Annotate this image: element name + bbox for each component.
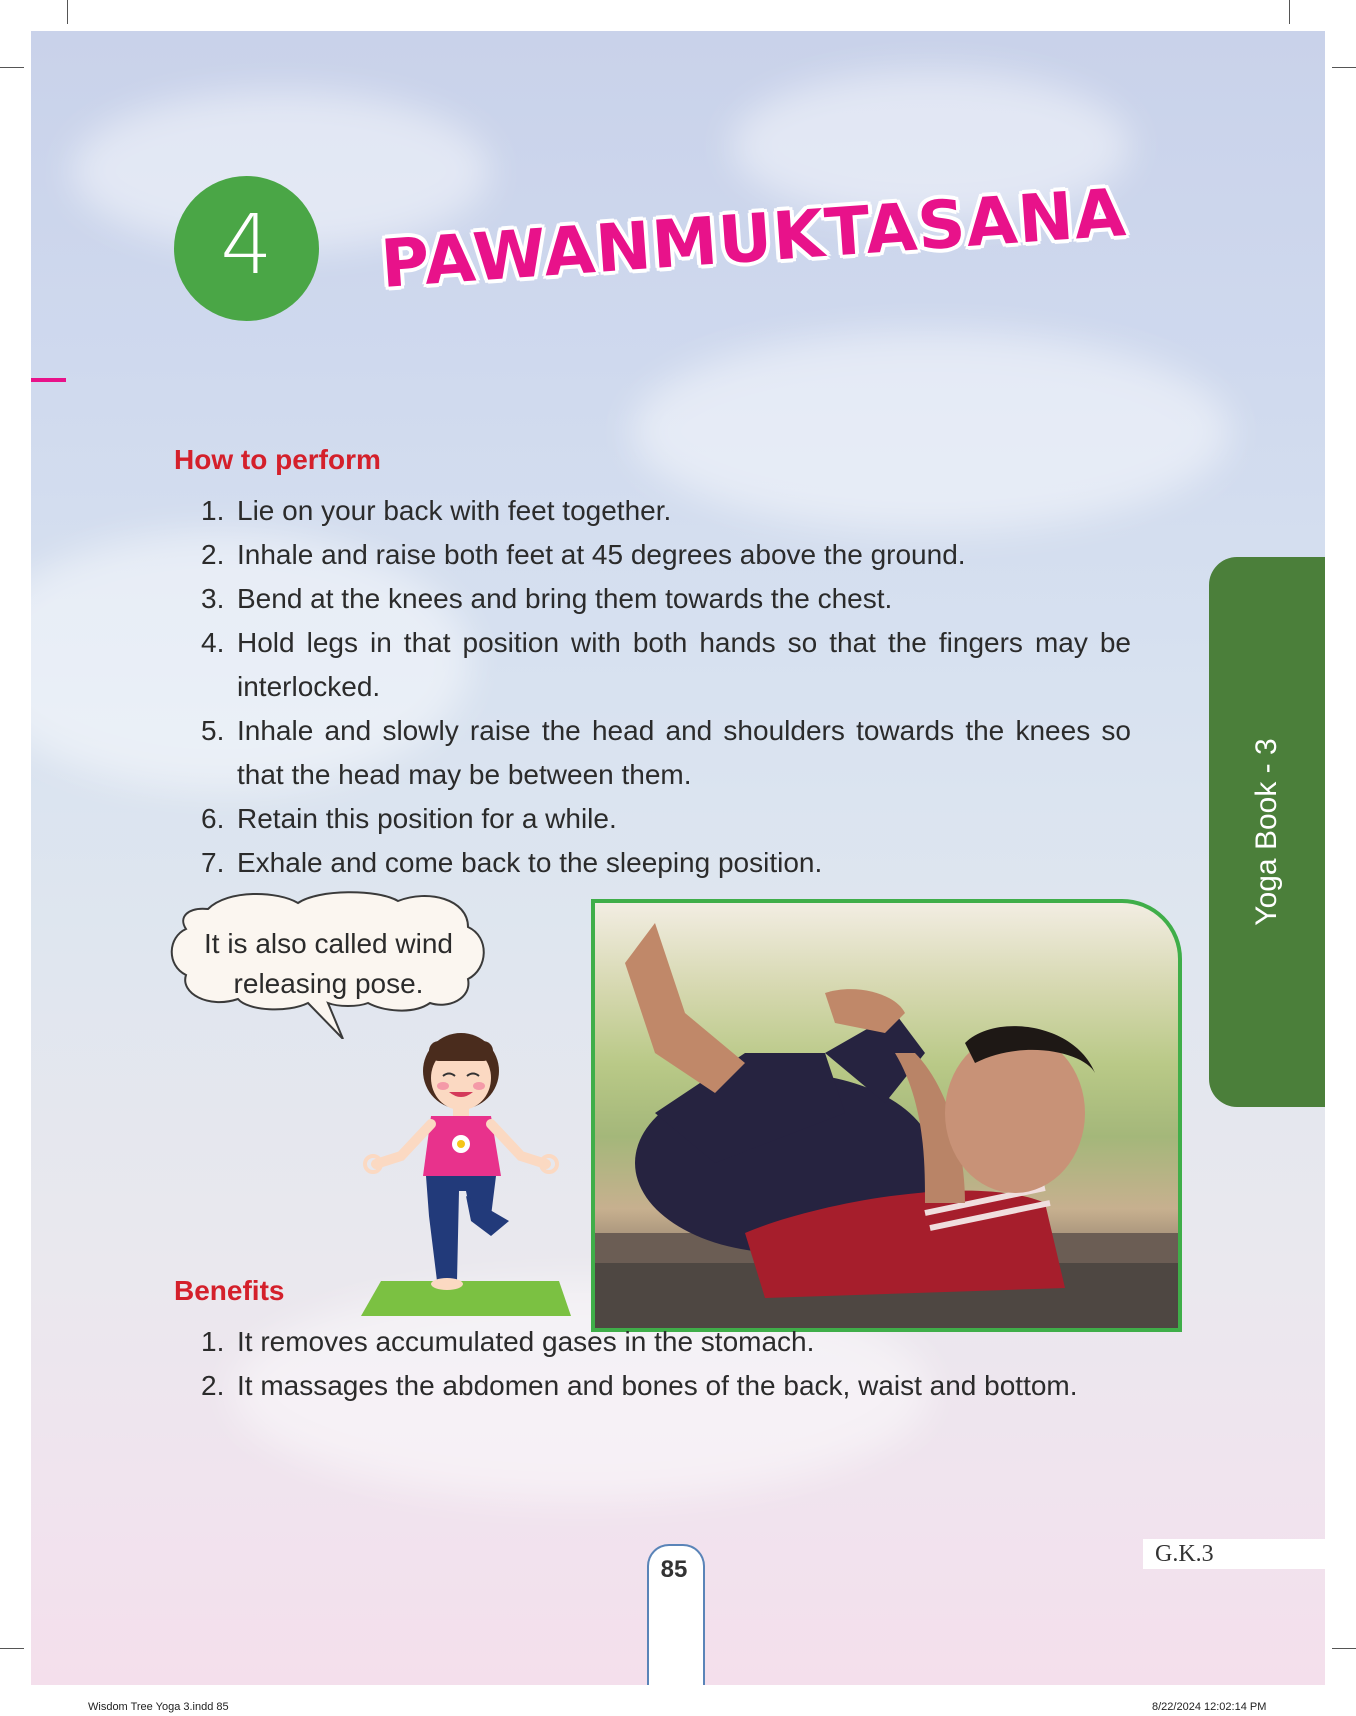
steps-list (201, 489, 1131, 885)
benefit-text: It massages the abdomen and bones of the back, waist and bottom. (237, 1370, 1078, 1401)
chapter-number: 4 (174, 176, 319, 321)
benefit-number: 2. (201, 1370, 225, 1401)
step-number: 5. (201, 715, 225, 746)
crop-mark (1332, 1648, 1356, 1649)
gk-label: G.K.3 (1155, 1541, 1214, 1567)
side-tab (1209, 557, 1325, 1107)
book-page (31, 31, 1325, 1685)
list-item (201, 577, 1131, 621)
list-item (201, 1320, 1131, 1364)
step-text: Exhale and come back to the sleeping position. (237, 847, 823, 878)
pose-photo (591, 899, 1182, 1332)
margin-marker (31, 378, 66, 382)
benefits-heading: Benefits (174, 1275, 285, 1306)
speech-bubble-text (186, 924, 471, 1004)
step-text: Bend at the knees and bring them towards the chest. (237, 583, 893, 614)
step-number: 6. (201, 803, 225, 834)
crop-mark (0, 1648, 24, 1649)
how-to-perform-heading: How to perform (174, 444, 381, 475)
list-item (201, 797, 1131, 841)
step-number: 1. (201, 495, 225, 526)
footer-file-info: Wisdom Tree Yoga 3.indd 85 (88, 1701, 229, 1713)
benefit-number: 1. (201, 1326, 225, 1357)
crop-mark (1289, 0, 1290, 24)
step-number: 7. (201, 847, 225, 878)
crop-mark (67, 0, 68, 24)
speech-line: releasing pose. (233, 968, 424, 999)
crop-mark (1332, 67, 1356, 68)
step-text: Inhale and slowly raise the head and shoulders towards the knees so that the head may be between them. (237, 715, 1131, 790)
step-text: Retain this position for a while. (237, 803, 617, 834)
list-item (201, 1364, 1131, 1408)
benefits-list (201, 1320, 1131, 1408)
list-item (201, 709, 1131, 797)
girl-illustration (331, 1016, 591, 1336)
list-item (201, 533, 1131, 577)
step-number: 2. (201, 539, 225, 570)
step-number: 4. (201, 627, 225, 658)
pose-photo-drawing (595, 903, 1178, 1328)
crop-mark (0, 67, 24, 68)
list-item (201, 621, 1131, 709)
gk-label-box (1143, 1539, 1325, 1569)
side-tab-label: Yoga Book - 3 (1250, 738, 1283, 926)
step-number: 3. (201, 583, 225, 614)
page-number: 85 (660, 1556, 688, 1583)
benefit-text: It removes accumulated gases in the stomach. (237, 1326, 815, 1357)
list-item (201, 841, 1131, 885)
step-text: Inhale and raise both feet at 45 degrees above the ground. (237, 539, 966, 570)
page-title: PAWANMUKTASANA (378, 173, 1129, 303)
step-text: Lie on your back with feet together. (237, 495, 672, 526)
footer-timestamp: 8/22/2024 12:02:14 PM (1152, 1701, 1267, 1713)
list-item (201, 489, 1131, 533)
step-text: Hold legs in that position with both hands so that the fingers may be interlocked. (237, 627, 1131, 702)
speech-line: It is also called wind (203, 928, 453, 959)
